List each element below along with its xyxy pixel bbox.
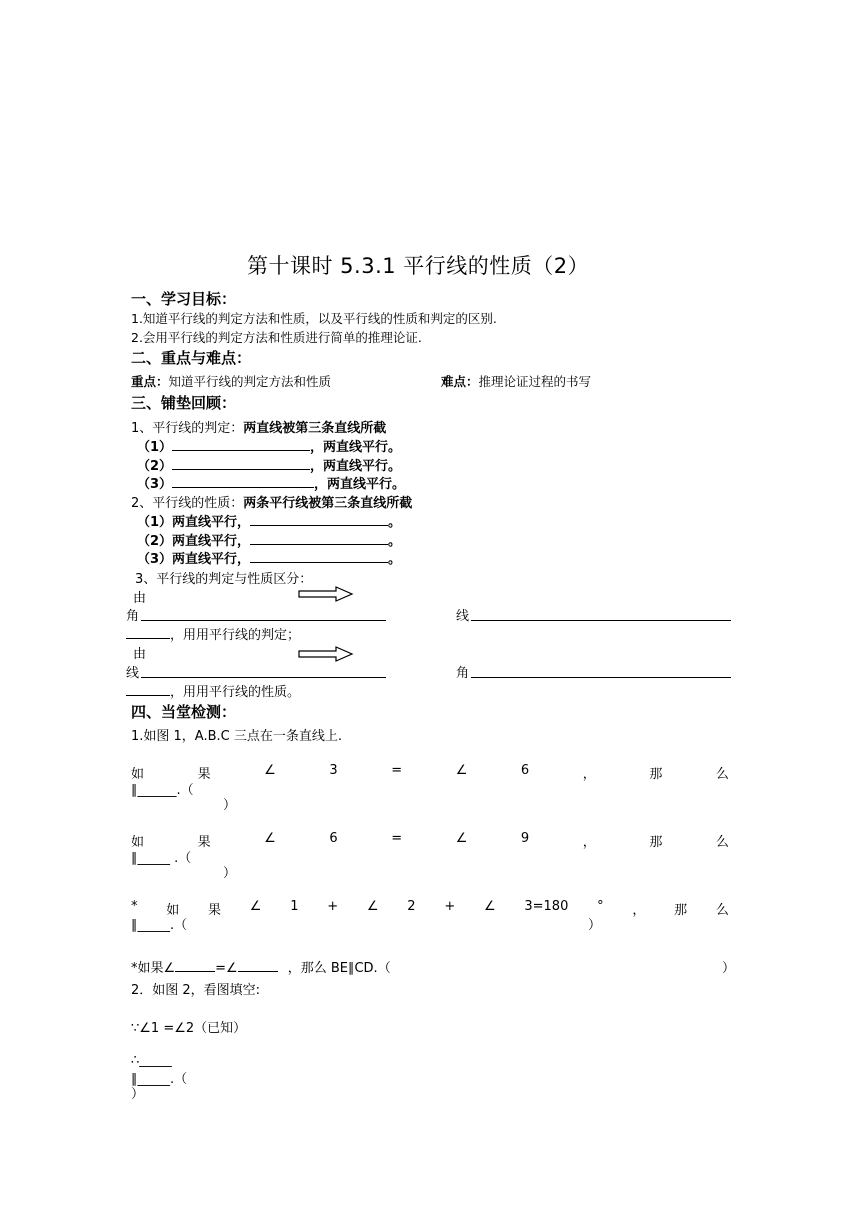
jiao-label: 角: [126, 609, 140, 624]
page-title: 第十课时 5.3.1 平行线的性质（2）: [247, 254, 590, 278]
reason-close: ）: [223, 798, 237, 813]
reason-close: ）: [131, 1087, 145, 1102]
answer-line[interactable]: [471, 677, 731, 678]
answer-blank[interactable]: [175, 959, 215, 972]
q1-row-3: * 如 果 ∠ 1 + ∠ 2 + ∠ 3=180 ° ， 那 么: [131, 899, 729, 918]
goal-item: 2.会用平行线的判定方法和性质进行简单的推理论证.: [131, 330, 422, 345]
reason-close: ）: [722, 961, 736, 976]
answer-blank[interactable]: [172, 457, 310, 470]
answer-blank[interactable]: [238, 959, 278, 972]
hollow-arrow-icon: [298, 586, 354, 602]
judge-item-1: （1） ，两直线平行。: [137, 440, 402, 455]
jiao-label: 角: [456, 666, 470, 681]
answer-line[interactable]: [471, 620, 731, 621]
xian-label: 线: [456, 609, 470, 624]
judge-tail: ，用用平行线的判定；: [126, 624, 300, 643]
goal-item: 1.知道平行线的判定方法和性质，以及平行线的性质和判定的区别.: [131, 311, 497, 326]
answer-blank[interactable]: [250, 532, 388, 545]
prop-intro: 2、平行线的性质：两条平行线被第三条直线所截: [131, 496, 413, 511]
distinction-intro: 3、平行线的判定与性质区分：: [135, 572, 313, 587]
q1-intro: 1.如图 1，A.B.C 三点在一条直线上.: [131, 729, 342, 744]
answer-blank[interactable]: [250, 513, 388, 526]
judge-item-3: （3） ，两直线平行。: [137, 477, 406, 492]
q2-tail: ∥_____.（: [131, 1072, 188, 1087]
section-heading-review: 三、铺垫回顾：: [131, 394, 237, 412]
judge-item-2: （2） ，两直线平行。: [137, 459, 402, 474]
prop-item-2: （2）两直线平行， 。: [137, 534, 402, 549]
prop-item-1: （1）两直线平行， 。: [137, 515, 402, 530]
hollow-arrow-icon: [298, 646, 354, 662]
q1-row-3-tail: ∥_____.（: [131, 918, 188, 933]
prop-item-3: （3）两直线平行， 。: [137, 552, 402, 567]
q2-intro: 2．如图 2，看图填空:: [131, 983, 261, 998]
answer-line[interactable]: [141, 620, 386, 621]
q1-row-1-tail: ∥______.（: [131, 783, 194, 798]
answer-blank[interactable]: [172, 438, 310, 451]
q1-row-2-tail: ∥_____ .（: [131, 851, 192, 866]
reason-close: ）: [588, 918, 602, 933]
answer-blank[interactable]: [126, 626, 170, 639]
key-point: [131, 372, 331, 390]
reason-close: ）: [223, 866, 237, 881]
key-point-label: 重点：: [131, 374, 169, 389]
q2-therefore: ∴_____: [131, 1053, 172, 1068]
you-label: 由: [133, 647, 147, 662]
q1-row-1: 如 果 ∠ 3 = ∠ 6 ， 那 么: [131, 763, 729, 782]
q1-row-4: *如果∠ =∠ ，那么 BE∥CD.（: [131, 961, 391, 976]
answer-blank[interactable]: [172, 475, 314, 488]
xian-label: 线: [126, 666, 140, 681]
key-point-text: 知道平行线的判定方法和性质: [168, 374, 332, 389]
section-heading-goals: 一、学习目标：: [131, 290, 237, 308]
section-heading-focus: 二、重点与难点：: [131, 349, 252, 367]
difficult-point-label: 难点：: [441, 374, 479, 389]
judge-intro: 1、平行线的判定：两直线被第三条直线所截: [131, 421, 387, 436]
difficult-point: [441, 372, 591, 390]
q1-row-2: 如 果 ∠ 6 = ∠ 9 ， 那 么: [131, 831, 729, 850]
you-label: 由: [133, 591, 147, 606]
answer-line[interactable]: [141, 677, 386, 678]
prop-tail: ，用用平行线的性质。: [126, 681, 300, 700]
q2-given: ∵∠1 =∠2（已知）: [131, 1021, 247, 1036]
answer-blank[interactable]: [126, 683, 170, 696]
section-heading-test: 四、当堂检测：: [131, 703, 237, 721]
answer-blank[interactable]: [250, 550, 388, 563]
difficult-point-text: 推理论证过程的书写: [478, 374, 592, 389]
